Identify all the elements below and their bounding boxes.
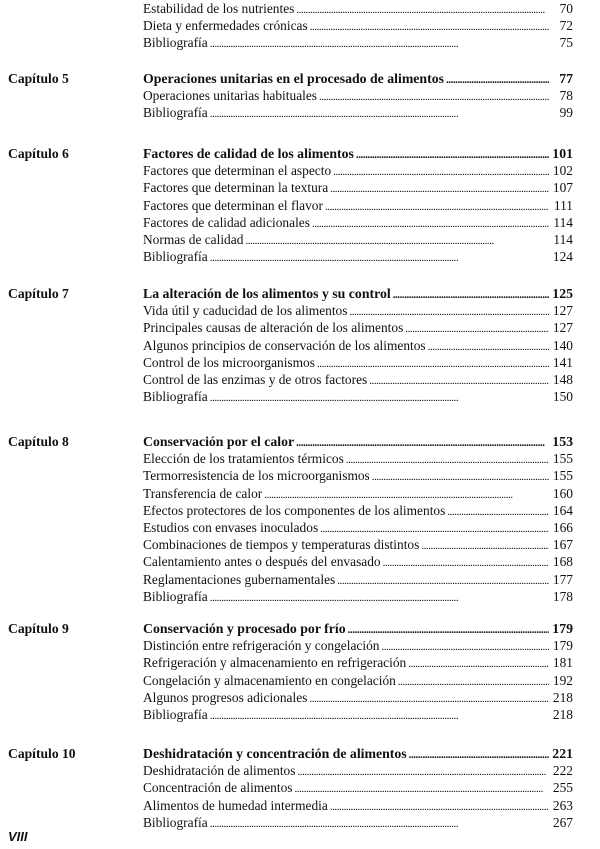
dot-leader <box>310 17 549 36</box>
chapter-label: Capítulo 9 <box>8 621 69 636</box>
entry-title: Factores que determinan la textura <box>143 180 329 196</box>
toc-entry <box>143 104 573 121</box>
entry-title: Factores de calidad adicionales <box>143 214 310 230</box>
dot-leader <box>297 762 549 781</box>
entry-page-number: 102 <box>552 163 573 179</box>
dot-leader <box>330 179 549 198</box>
toc-entry <box>143 672 573 689</box>
toc-entry <box>143 797 573 814</box>
chapter-heading <box>143 745 573 762</box>
toc-entry <box>143 388 573 405</box>
toc-entry <box>143 371 573 388</box>
entry-page-number: 107 <box>552 180 573 196</box>
entry-page-number: 125 <box>552 286 573 301</box>
entry-page-number: 218 <box>552 707 573 722</box>
dot-leader <box>210 248 549 267</box>
dot-leader <box>349 302 549 321</box>
dot-leader <box>264 485 549 504</box>
entry-title: Termorresistencia de los microorganismos <box>143 468 370 484</box>
entry-title: Algunos progresos adicionales <box>143 689 308 705</box>
entry-title: Refrigeración y almacenamiento en refrigeración <box>143 655 407 671</box>
toc-entry <box>143 689 573 706</box>
toc-entry <box>143 197 573 214</box>
dot-leader <box>312 214 549 233</box>
toc-entry <box>143 354 573 371</box>
entry-title: Factores que determinan el aspecto <box>143 163 332 179</box>
entry-title: La alteración de los alimentos y su control <box>143 286 391 301</box>
entry-title: Bibliografía <box>143 588 208 604</box>
toc-entry <box>143 637 573 654</box>
dot-leader <box>393 285 549 304</box>
chapter-label: Capítulo 6 <box>8 146 69 161</box>
entry-title: Congelación y almacenamiento en congelación <box>143 672 396 688</box>
dot-leader <box>210 104 549 123</box>
toc-entry <box>143 248 573 265</box>
toc-entry <box>143 179 573 196</box>
entry-title: Operaciones unitarias en el procesado de alimentos <box>143 71 444 86</box>
dot-leader <box>210 34 549 53</box>
chapter-label: Capítulo 10 <box>8 746 76 761</box>
entry-page-number: 222 <box>552 763 573 779</box>
entry-page-number: 150 <box>552 389 573 405</box>
entry-title: Vida útil y caducidad de los alimentos <box>143 303 348 319</box>
chapter-label: Capítulo 7 <box>8 286 69 301</box>
entry-title: Concentración de alimentos <box>143 780 293 796</box>
toc-entry <box>143 337 573 354</box>
dot-leader <box>210 388 549 407</box>
entry-title: Control de los microorganismos <box>143 354 315 370</box>
toc-entry <box>143 17 573 34</box>
toc-entry <box>143 34 573 51</box>
entry-title: Calentamiento antes o después del envasado <box>143 554 381 570</box>
toc-entry <box>143 214 573 231</box>
toc-entry <box>143 162 573 179</box>
toc-entry <box>143 814 573 831</box>
entry-page-number: 218 <box>552 689 573 705</box>
entry-page-number: 167 <box>552 537 573 553</box>
dot-leader <box>446 70 549 89</box>
toc-entry <box>143 485 573 502</box>
entry-page-number: 164 <box>552 502 573 518</box>
entry-page-number: 124 <box>552 249 573 265</box>
toc-entry <box>143 450 573 467</box>
chapter-label: Capítulo 5 <box>8 71 69 86</box>
entry-page-number: 127 <box>552 303 573 319</box>
chapter-heading <box>143 285 573 302</box>
dot-leader <box>296 0 549 19</box>
toc-entry <box>143 536 573 553</box>
entry-page-number: 179 <box>552 621 573 636</box>
toc-entry <box>143 762 573 779</box>
entry-title: Principales causas de alteración de los alimentos <box>143 320 404 336</box>
entry-title: Normas de calidad <box>143 232 244 247</box>
dot-leader <box>294 779 549 798</box>
dot-leader <box>325 197 549 216</box>
entry-title: Elección de los tratamientos térmicos <box>143 451 344 467</box>
entry-title: Bibliografía <box>143 707 208 722</box>
entry-title: Dieta y enfermedades crónicas <box>143 18 308 34</box>
chapter-heading <box>143 433 573 450</box>
entry-title: Bibliografía <box>143 35 208 51</box>
entry-title: Algunos principios de conservación de los alimentos <box>143 337 426 353</box>
dot-leader <box>398 672 549 691</box>
entry-page-number: 72 <box>559 18 573 34</box>
toc-entry <box>143 302 573 319</box>
entry-title: Bibliografía <box>143 389 208 405</box>
dot-leader <box>421 536 549 555</box>
entry-page-number: 77 <box>559 71 573 86</box>
entry-page-number: 267 <box>552 814 573 830</box>
entry-page-number: 70 <box>559 1 573 16</box>
entry-title: Conservación y procesado por frío <box>143 621 346 636</box>
entry-title: Factores de calidad de los alimentos <box>143 146 354 161</box>
dot-leader <box>408 654 549 673</box>
dot-leader <box>320 519 549 538</box>
entry-title: Deshidratación y concentración de alimentos <box>143 746 407 761</box>
toc-entry <box>143 319 573 336</box>
dot-leader <box>210 706 549 725</box>
toc-entry <box>143 654 573 671</box>
dot-leader <box>369 371 549 390</box>
chapter-heading <box>143 620 573 637</box>
entry-title: Deshidratación de alimentos <box>143 763 296 779</box>
toc-entry <box>143 231 573 248</box>
entry-page-number: 141 <box>552 354 573 370</box>
entry-title: Combinaciones de tiempos y temperaturas distintos <box>143 537 420 553</box>
entry-title: Operaciones unitarias habituales <box>143 88 318 104</box>
entry-page-number: 75 <box>559 35 573 51</box>
entry-page-number: 178 <box>552 588 573 604</box>
dot-leader <box>348 620 549 639</box>
toc-entry <box>143 0 573 17</box>
entry-title: Distinción entre refrigeración y congelación <box>143 638 380 654</box>
toc-entry <box>143 706 573 723</box>
entry-title: Estudios con envases inoculados <box>143 520 319 535</box>
dot-leader <box>405 319 549 338</box>
entry-page-number: 179 <box>552 638 573 654</box>
entry-page-number: 155 <box>552 451 573 467</box>
chapter-heading <box>143 70 573 87</box>
toc-entry <box>143 553 573 570</box>
entry-title: Bibliografía <box>143 105 208 121</box>
entry-page-number: 255 <box>552 780 573 796</box>
entry-title: Bibliografía <box>143 814 208 830</box>
entry-page-number: 99 <box>559 105 573 121</box>
entry-page-number: 177 <box>552 571 573 587</box>
dot-leader <box>409 745 549 764</box>
dot-leader <box>309 689 549 708</box>
dot-leader <box>383 553 549 572</box>
entry-page-number: 263 <box>552 797 573 813</box>
entry-page-number: 160 <box>552 485 573 501</box>
entry-title: Reglamentaciones gubernamentales <box>143 571 336 587</box>
toc-entry <box>143 467 573 484</box>
entry-title: Factores que determinan el flavor <box>143 197 323 213</box>
toc-entry <box>143 87 573 104</box>
entry-page-number: 221 <box>552 746 573 761</box>
entry-title: Efectos protectores de los componentes de los alimentos <box>143 502 446 518</box>
entry-page-number: 168 <box>552 554 573 570</box>
page-number-footer: VIII <box>8 829 28 844</box>
dot-leader <box>245 231 549 250</box>
dot-leader <box>346 450 549 469</box>
entry-title: Conservación por el calor <box>143 434 295 449</box>
toc-entry <box>143 588 573 605</box>
entry-page-number: 114 <box>553 232 573 247</box>
chapter-label: Capítulo 8 <box>8 434 69 449</box>
entry-title: Control de las enzimas y de otros factores <box>143 372 368 387</box>
entry-title: Transferencia de calor <box>143 485 263 501</box>
entry-page-number: 153 <box>552 434 573 449</box>
entry-page-number: 192 <box>552 672 573 688</box>
entry-page-number: 166 <box>552 520 573 535</box>
toc-entry <box>143 502 573 519</box>
dot-leader <box>428 337 549 356</box>
entry-page-number: 114 <box>553 214 573 230</box>
toc-entry <box>143 779 573 796</box>
dot-leader <box>381 637 549 656</box>
dot-leader <box>330 797 549 816</box>
entry-page-number: 111 <box>553 197 573 213</box>
entry-page-number: 127 <box>552 320 573 336</box>
toc-entry <box>143 571 573 588</box>
dot-leader <box>319 87 549 106</box>
dot-leader <box>333 162 549 181</box>
dot-leader <box>296 433 549 452</box>
entry-title: Estabilidad de los nutrientes <box>143 1 295 16</box>
entry-title: Alimentos de humedad intermedia <box>143 797 328 813</box>
toc-entry <box>143 519 573 536</box>
entry-page-number: 155 <box>552 468 573 484</box>
dot-leader <box>317 354 549 373</box>
dot-leader <box>447 502 549 521</box>
dot-leader <box>210 588 549 607</box>
entry-title: Bibliografía <box>143 249 208 265</box>
dot-leader <box>356 145 549 164</box>
entry-page-number: 140 <box>552 337 573 353</box>
dot-leader <box>337 571 549 590</box>
dot-leader <box>210 814 549 833</box>
entry-page-number: 148 <box>552 372 573 387</box>
dot-leader <box>372 467 549 486</box>
entry-page-number: 78 <box>559 88 573 104</box>
chapter-heading <box>143 145 573 162</box>
entry-page-number: 181 <box>552 655 573 671</box>
entry-page-number: 101 <box>552 146 573 161</box>
